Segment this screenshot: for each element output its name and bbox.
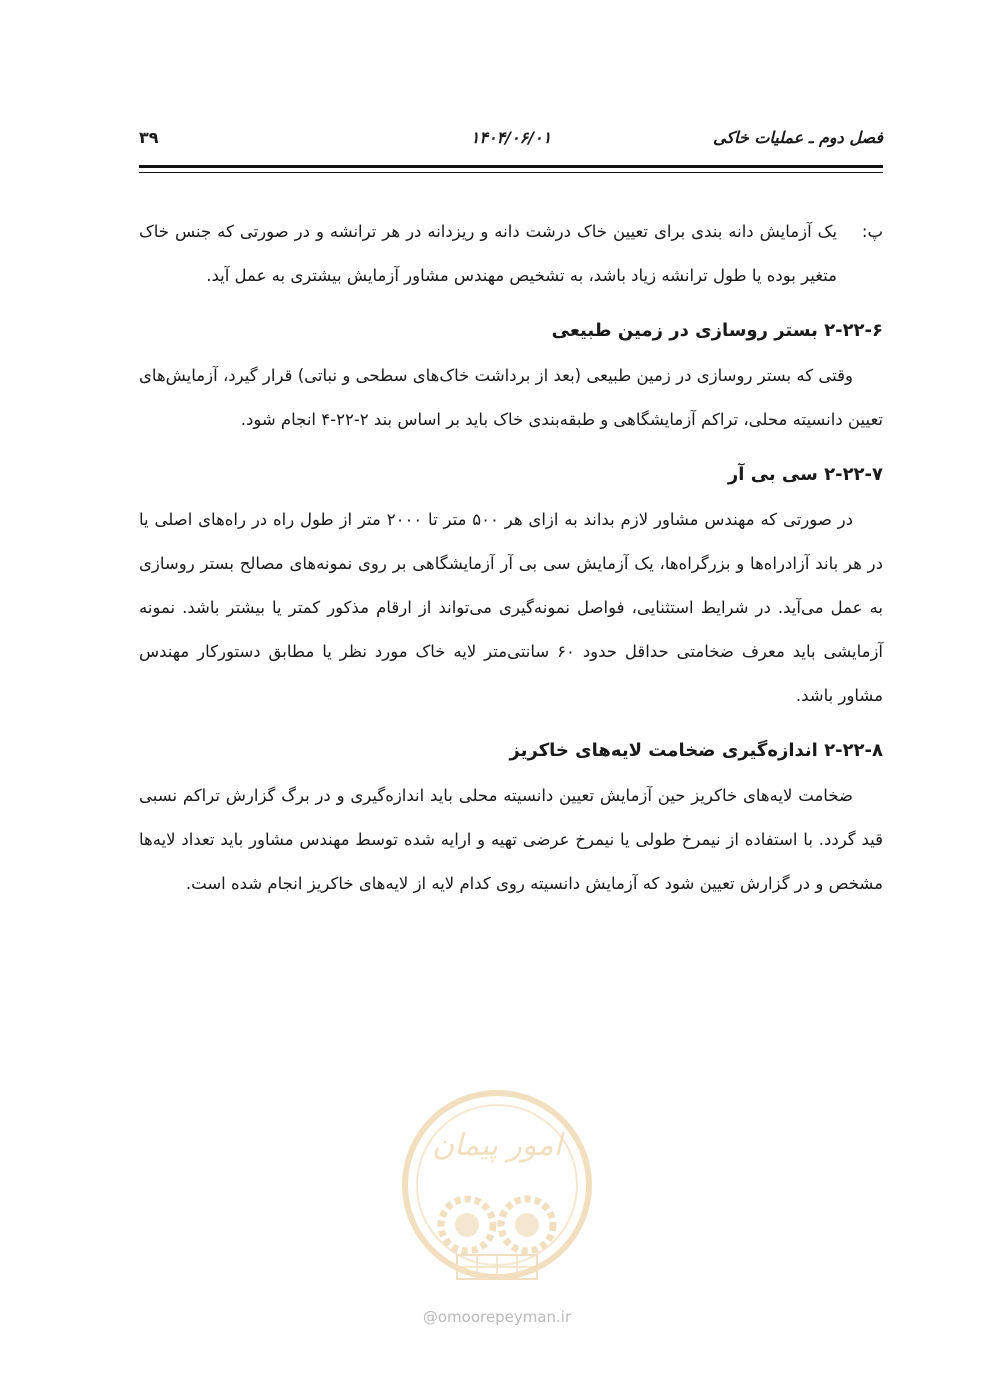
list-item-marker: پ: — [861, 222, 883, 241]
chapter-title: فصل دوم ـ عملیات خاکی — [713, 128, 883, 147]
section-body-6: وقتی که بستر روسازی در زمین طبیعی (بعد از برداشت خاک‌های سطحی و نباتی) قرار گیرد، آزمایش‌های تعیین دانسیته محلی، تراکم آزمایشگاهی و طبقه‌بندی خاک باید بر اساس بند ۲-۲۲-۴ انجام شود. — [139, 366, 883, 429]
header-date: ۱۴۰۴/۰۶/۰۱ — [470, 128, 552, 147]
watermark-logo-icon — [392, 1085, 602, 1305]
section-heading-6: ۲-۲۲-۶ بستر روسازی در زمین طبیعی — [551, 320, 883, 341]
list-item-p — [139, 210, 883, 298]
header-rule-thick — [139, 165, 883, 168]
header-rule-thin — [139, 172, 883, 173]
section-body-7: در صورتی که مهندس مشاور لازم بداند به ازای هر ۵۰۰ متر تا ۲۰۰۰ متر از طول راه در راه‌های اصلی یا در هر باند آزادراه‌ها و بزرگراه‌ها، یک آزمایش سی بی آر آزمایشگاهی بر روی نمونه‌های مصالح بستر روسازی به عمل می‌آید. در شرایط استثنایی، فواصل نمونه‌گیری می‌تواند از ارقام مذکور کمتر یا بیشتر باشد. نمونه آزمایشی باید معرف ضخامتی حداقل حدود ۶۰ سانتی‌متر لایه خاک مورد نظر یا مطابق دستورکار مهندس مشاور باشد. — [139, 510, 884, 705]
section-heading-7: ۲-۲۲-۷ سی بی آر — [727, 464, 883, 485]
page-header — [139, 128, 883, 158]
section-heading-8: ۲-۲۲-۸ اندازه‌گیری ضخامت لایه‌های خاکریز — [509, 740, 883, 761]
list-item-text: یک آزمایش دانه بندی برای تعیین خاک درشت دانه و ریزدانه در هر ترانشه و در صورتی که جنس خاک متغیر بوده یا طول ترانشه زیاد باشد، به تشخیص مهندس مشاور آزمایش بیشتری به عمل آید. — [139, 222, 837, 285]
watermark-url: @omoorepeyman.ir — [422, 1308, 572, 1326]
page-body — [139, 210, 883, 906]
section-body-8: ضخامت لایه‌های خاکریز حین آزمایش تعیین دانسیته محلی باید اندازه‌گیری و در برگ گزارش تراکم نسبی قید گردد. با استفاده از نیمرخ طولی یا نیمرخ عرضی تهیه و ارایه شده توسط مهندس مشاور باید تعداد لایه‌ها مشخص و در گزارش تعیین شود که آزمایش دانسیته روی کدام لایه از لایه‌های خاکریز انجام شده است. — [139, 786, 883, 893]
page-number: ۳۹ — [139, 128, 159, 147]
watermark-logo — [392, 1085, 602, 1335]
watermark-logo-text: امور پیمان — [432, 1128, 562, 1163]
